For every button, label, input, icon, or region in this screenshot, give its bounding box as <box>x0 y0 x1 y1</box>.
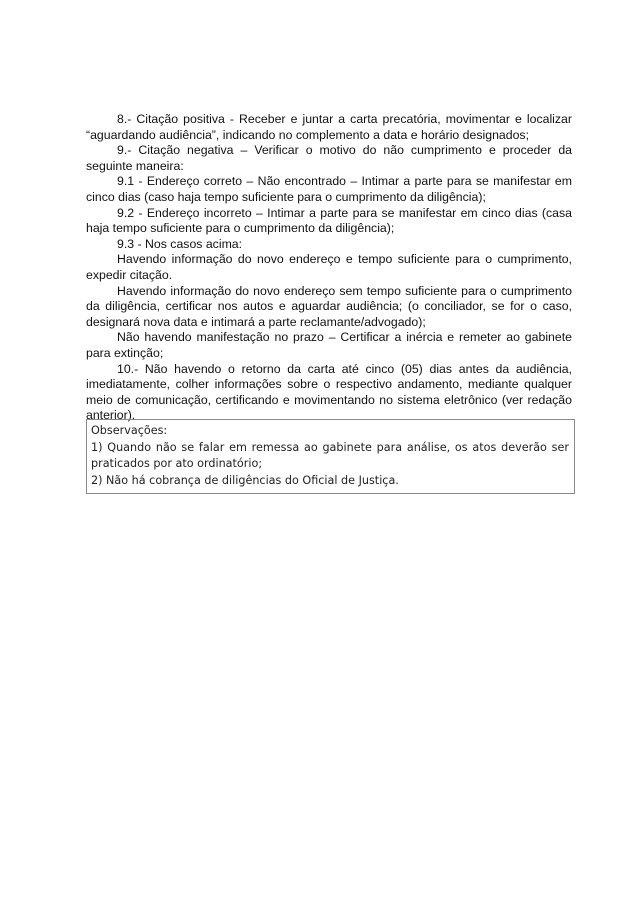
paragraph-item-9: 9.- Citação negativa – Verificar o motivo do não cumprimento e proceder da seguinte maneira: <box>86 143 572 173</box>
paragraph-new-address-sufficient-time: Havendo informação do novo endereço e tempo suficiente para o cumprimento, expedir citação. <box>86 252 572 282</box>
observation-item-1: 1) Quando não se falar em remessa ao gabinete para análise, os atos deverão ser praticados por ato ordinatório; <box>91 440 569 471</box>
paragraph-item-10: 10.- Não havendo o retorno da carta até cinco (05) dias antes da audiência, imediatamente, colher informações sobre o respectivo andamento, mediante qualquer meio de comunicação, certificando e movimentando no sistema eletrônico (ver redação anterior). <box>86 361 572 423</box>
observations-box <box>86 419 575 494</box>
paragraph-item-9-2: 9.2 - Endereço incorreto – Intimar a parte para se manifestar em cinco dias (casa haja tempo suficiente para o cumprimento da diligência); <box>86 205 572 236</box>
paragraph-item-9-1: 9.1 - Endereço correto – Não encontrado – Intimar a parte para se manifestar em cinco dias (caso haja tempo suficiente para o cumprimento da diligência); <box>86 174 572 204</box>
paragraph-item-9-3: 9.3 - Nos casos acima: <box>117 236 243 251</box>
document-body <box>86 112 572 424</box>
paragraph-item-8: 8.- Citação positiva - Receber e juntar a carta precatória, movimentar e localizar “aguardando audiência”, indicando no complemento a data e horário designados; <box>86 112 572 142</box>
paragraph-new-address-insufficient-time: Havendo informação do novo endereço sem tempo suficiente para o cumprimento da diligência, certificar nos autos e aguardar audiência; (o conciliador, se for o caso, designará nova data e intimará a parte reclamante/advogado); <box>86 283 572 329</box>
paragraph-no-manifestation: Não havendo manifestação no prazo – Certificar a inércia e remeter ao gabinete para extinção; <box>86 330 572 360</box>
observation-item-2: 2) Não há cobrança de diligências do Oficial de Justiça. <box>91 473 399 487</box>
observations-title: Observações: <box>91 424 168 437</box>
